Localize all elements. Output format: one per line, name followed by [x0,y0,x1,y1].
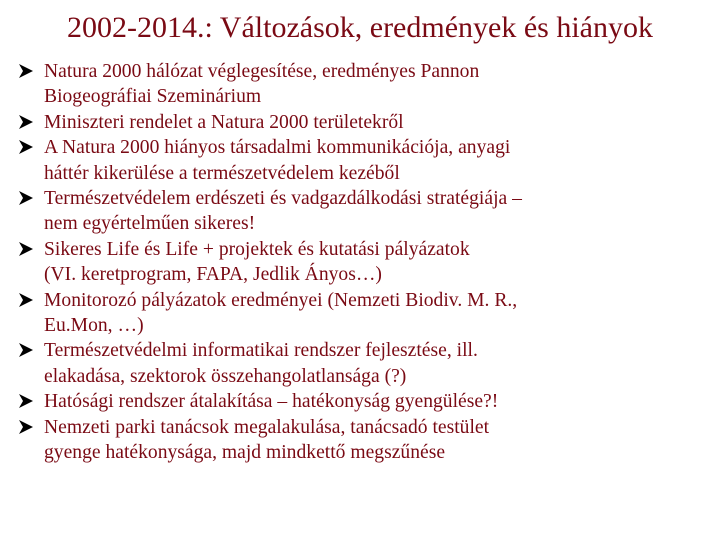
bullet-line: Natura 2000 hálózat véglegesítése, eredményes Pannon [44,61,480,82]
bullet-line: Biogeográfiai Szeminárium [44,86,262,108]
arrowhead-bullet-icon [18,135,44,159]
bullet-item [18,110,708,135]
arrowhead-bullet-icon [18,338,44,362]
bullet-line: Természetvédelmi informatikai rendszer fejlesztése, ill. [44,340,478,362]
bullet-item [18,389,708,414]
bullet-line: nem egyértelműen sikeres! [44,213,256,235]
arrowhead-bullet-icon [18,237,44,261]
bullet-item [18,338,708,389]
bullet-item [18,186,708,237]
bullet-line: Hatósági rendszer átalakítása – hatékonyság gyengülése?! [44,391,499,413]
bullet-text [44,415,708,466]
slide-title: 2002-2014.: Változások, eredmények és hiányok [67,11,653,44]
arrowhead-bullet-icon [18,415,44,439]
bullet-text [44,59,708,110]
arrowhead-bullet-icon [18,59,44,83]
bullet-text [44,186,708,237]
arrowhead-bullet-icon [18,389,44,413]
bullet-item [18,237,708,288]
bullet-item [18,288,708,339]
bullet-item [18,59,708,110]
bullet-line: Eu.Mon, …) [44,315,144,337]
bullet-item [18,415,708,466]
bullet-text [44,110,708,135]
bullet-text [44,135,708,186]
arrowhead-bullet-icon [18,186,44,210]
bullet-line: Sikeres Life és Life + projektek és kutatási pályázatok [44,238,470,260]
bullet-line: gyenge hatékonysága, majd mindkettő megszűnése [44,442,446,464]
bullet-text [44,389,708,414]
bullet-line: Miniszteri rendelet a Natura 2000 területekről [44,111,404,133]
bullet-line: Nemzeti parki tanácsok megalakulása, tanácsadó testület [44,416,490,438]
bullet-text [44,288,708,339]
bullet-line: (VI. keretprogram, FAPA, Jedlik Ányos…) [44,264,382,286]
bullet-line: Monitorozó pályázatok eredményei (Nemzeti Biodiv. M. R., [44,289,518,311]
bullet-list [18,59,708,466]
bullet-line: háttér kikerülése a természetvédelem kezéből [44,162,400,184]
bullet-text [44,237,708,288]
bullet-line: A Natura 2000 hiányos társadalmi kommunikációja, anyagi [44,137,511,159]
bullet-item [18,135,708,186]
arrowhead-bullet-icon [18,288,44,312]
bullet-line: Természetvédelem erdészeti és vadgazdálkodási stratégiája – [44,188,522,210]
arrowhead-bullet-icon [18,110,44,134]
bullet-line: elakadása, szektorok összehangolatlansága (?) [44,365,407,387]
bullet-text [44,338,708,389]
